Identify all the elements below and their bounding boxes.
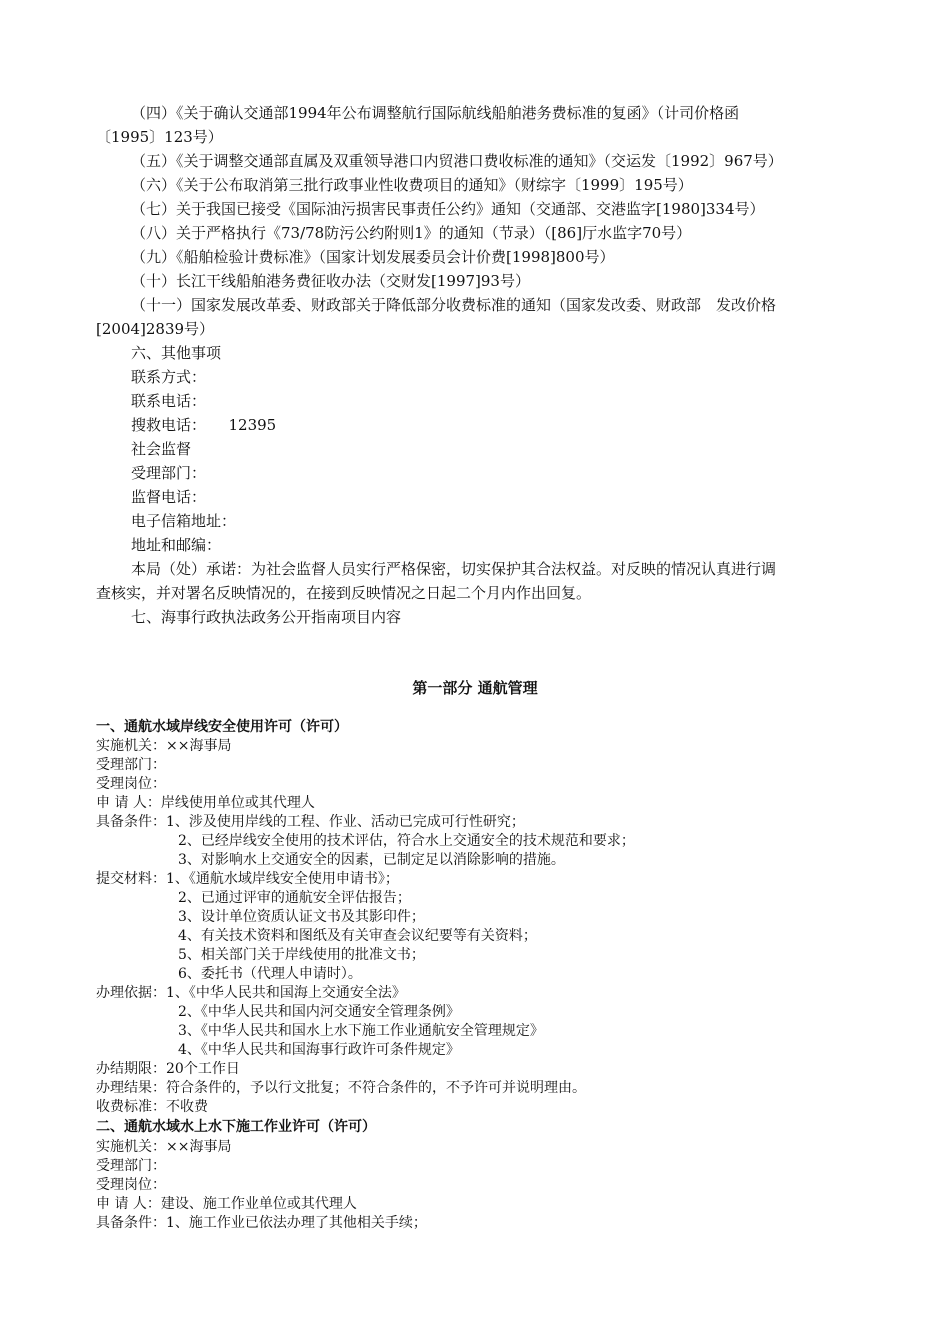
field-line: 具备条件：1、施工作业已依法办理了其他相关手续； — [96, 1215, 427, 1231]
field-line: 申 请 人：建设、施工作业单位或其代理人 — [96, 1196, 357, 1212]
commitment-line: 本局（处）承诺：为社会监督人员实行严格保密，切实保护其合法权益。对反映的情况认真进行调 — [131, 560, 777, 578]
section-heading: 一、通航水域岸线安全使用许可（许可） — [96, 719, 348, 735]
part-title: 第一部分 通航管理 — [412, 679, 538, 697]
field-line: 受理部门： — [96, 1158, 166, 1174]
field-line: 具备条件：1、涉及使用岸线的工程、作业、活动已完成可行性研究； — [96, 814, 525, 830]
paragraph-line: （九）《船舶检验计费标准》（国家计划发展委员会计价费[1998]800号） — [131, 248, 615, 266]
paragraph-line: （十一）国家发展改革委、财政部关于降低部分收费标准的通知（国家发改委、财政部 发改价格 — [131, 296, 777, 314]
field-line: 3、《中华人民共和国水上水下施工作业通航安全管理规定》 — [178, 1023, 544, 1039]
email-label: 电子信箱地址： — [131, 512, 237, 530]
field-line: 提交材料：1、《通航水域岸线安全使用申请书》； — [96, 871, 399, 887]
field-line: 2、已经岸线安全使用的技术评估，符合水上交通安全的技术规范和要求； — [178, 833, 635, 849]
field-line: 受理岗位： — [96, 1177, 166, 1193]
rescue-phone-line: 搜救电话： 12395 — [131, 416, 277, 434]
field-line: 2、已通过评审的通航安全评估报告； — [178, 890, 411, 906]
section-heading-other: 六、其他事项 — [131, 344, 222, 362]
paragraph-line: （四）《关于确认交通部1994年公布调整航行国际航线船舶港务费标准的复函》（计司价格函 — [131, 104, 740, 122]
field-line: 3、设计单位资质认证文书及其影印件； — [178, 909, 425, 925]
field-line: 受理岗位： — [96, 776, 166, 792]
field-line: 2、《中华人民共和国内河交通安全管理条例》 — [178, 1004, 460, 1020]
paragraph-line: （七）关于我国已接受《国际油污损害民事责任公约》通知（交通部、交港监字[1980]334号） — [131, 200, 765, 218]
paragraph-line: （十）长江干线船舶港务费征收办法（交财发[1997]93号） — [131, 272, 530, 290]
field-line: 实施机关：××海事局 — [96, 738, 232, 754]
field-line: 办理依据：1、《中华人民共和国海上交通安全法》 — [96, 985, 406, 1001]
section-heading-guide: 七、海事行政执法政务公开指南项目内容 — [131, 608, 402, 626]
field-line: 办理结果：符合条件的，予以行文批复；不符合条件的，不予许可并说明理由。 — [96, 1080, 586, 1096]
field-line: 3、对影响水上交通安全的因素，已制定足以消除影响的措施。 — [178, 852, 565, 868]
accepting-dept-label: 受理部门： — [131, 464, 207, 482]
field-line: 办结期限：20个工作日 — [96, 1061, 240, 1077]
paragraph-line: 〔1995〕123号） — [96, 128, 223, 146]
section-heading: 二、通航水域水上水下施工作业许可（许可） — [96, 1119, 376, 1135]
field-line: 申 请 人：岸线使用单位或其代理人 — [96, 795, 315, 811]
field-line: 受理部门： — [96, 757, 166, 773]
field-line: 4、有关技术资料和图纸及有关审查会议纪要等有关资料； — [178, 928, 537, 944]
field-line: 5、相关部门关于岸线使用的批准文书； — [178, 947, 425, 963]
contact-label: 联系方式： — [131, 368, 207, 386]
paragraph-line: （六）《关于公布取消第三批行政事业性收费项目的通知》（财综字〔1999〕195号） — [131, 176, 693, 194]
paragraph-line: （八）关于严格执行《73/78防污公约附则1》的通知（节录）（[86]厅水监字70号） — [131, 224, 692, 242]
address-label: 地址和邮编： — [131, 536, 222, 554]
commitment-line: 查核实，并对署名反映情况的，在接到反映情况之日起二个月内作出回复。 — [96, 584, 592, 602]
paragraph-line: [2004]2839号） — [96, 320, 215, 338]
field-line: 6、委托书（代理人申请时）。 — [178, 966, 362, 982]
field-line: 4、《中华人民共和国海事行政许可条件规定》 — [178, 1042, 460, 1058]
field-line: 收费标准：不收费 — [96, 1099, 208, 1115]
supervision-phone-label: 监督电话： — [131, 488, 207, 506]
contact-phone-label: 联系电话： — [131, 392, 207, 410]
paragraph-line: （五）《关于调整交通部直属及双重领导港口内贸港口费收标准的通知》（交运发〔1992〕967号） — [131, 152, 783, 170]
social-supervision-label: 社会监督 — [131, 440, 192, 458]
field-line: 实施机关：××海事局 — [96, 1139, 232, 1155]
